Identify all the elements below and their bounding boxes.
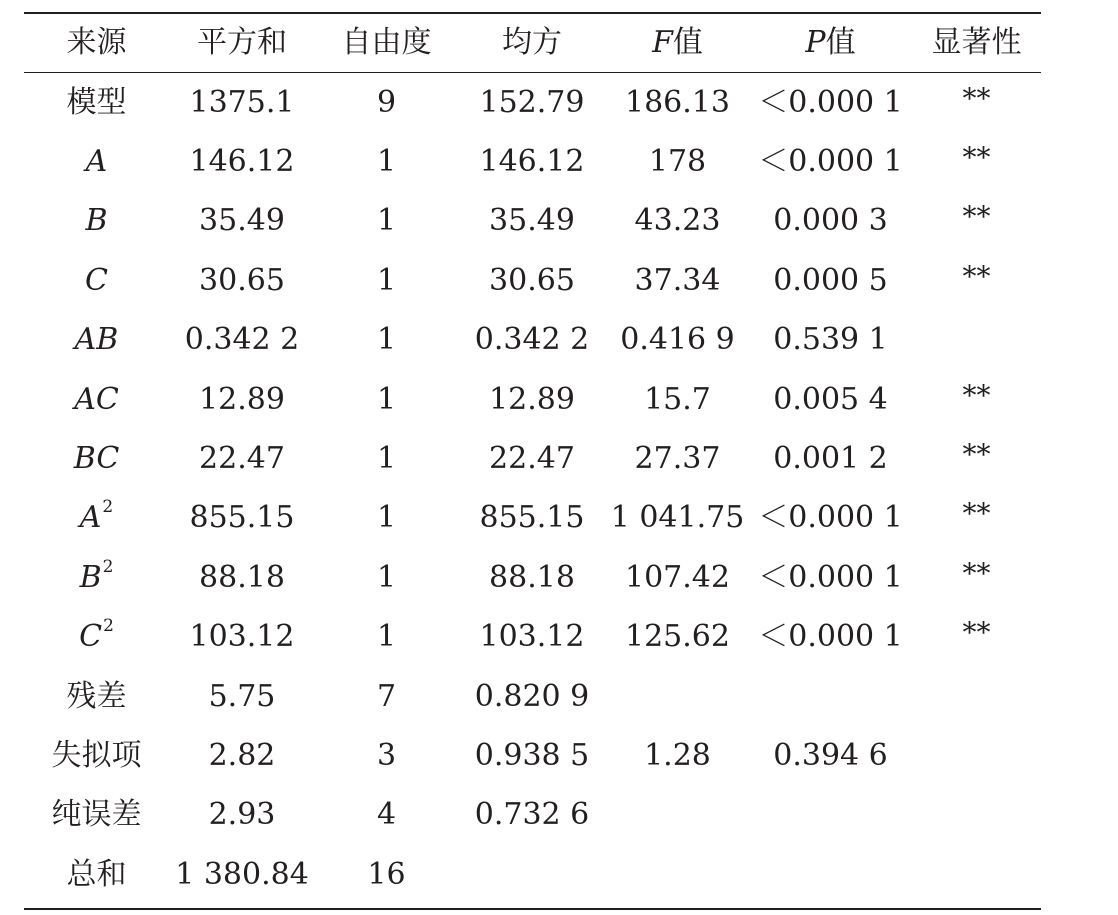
cell-source xyxy=(24,322,169,358)
cell-p-value xyxy=(749,559,912,595)
cell-source xyxy=(24,797,169,833)
table-row xyxy=(24,489,1041,548)
table-row xyxy=(24,429,1041,488)
cell-mean-square-text: 103.12 xyxy=(479,619,585,655)
table-row xyxy=(24,845,1041,904)
cell-sum-of-squares-text: 855.15 xyxy=(189,500,295,536)
cell-f-value xyxy=(606,144,749,180)
cell-significance xyxy=(912,556,1041,593)
cell-mean-square xyxy=(458,84,606,120)
cell-mean-square xyxy=(458,441,606,477)
cell-significance-text: ** xyxy=(962,438,991,472)
cell-significance-text: ** xyxy=(962,141,991,175)
cell-p-value-text: ＜0.000 1 xyxy=(758,144,903,180)
cell-source xyxy=(24,678,169,714)
cell-mean-square-text: 146.12 xyxy=(479,144,585,180)
table-header-row xyxy=(24,14,1041,72)
cell-mean-square xyxy=(458,619,606,655)
cell-p-value xyxy=(749,737,912,773)
cell-degrees-of-freedom-text: 1 xyxy=(376,559,397,595)
cell-significance xyxy=(912,259,1041,296)
cell-source xyxy=(24,556,169,595)
cell-significance-text: ** xyxy=(962,616,991,650)
cell-mean-square-text: 35.49 xyxy=(489,203,575,239)
cell-sum-of-squares xyxy=(169,737,315,773)
table-row xyxy=(24,370,1041,429)
cell-mean-square-text: 0.732 6 xyxy=(474,797,590,833)
cell-degrees-of-freedom xyxy=(315,381,458,417)
cell-source-label: C xyxy=(79,619,103,655)
cell-source xyxy=(24,856,169,892)
cell-f-value-text: 37.34 xyxy=(634,262,721,298)
cell-source-label: C xyxy=(85,262,108,298)
cell-f-value xyxy=(606,737,749,773)
cell-f-value-text: 0.416 9 xyxy=(620,322,735,358)
cell-sum-of-squares-text: 35.49 xyxy=(199,203,285,239)
cell-p-value-text: ＜0.000 1 xyxy=(758,619,903,655)
cell-sum-of-squares xyxy=(169,441,315,477)
table-row xyxy=(24,786,1041,845)
anova-table xyxy=(24,12,1041,910)
cell-sum-of-squares xyxy=(169,144,315,180)
cell-significance xyxy=(912,200,1041,236)
cell-sum-of-squares xyxy=(169,559,315,595)
cell-degrees-of-freedom-text: 3 xyxy=(376,737,397,773)
cell-mean-square xyxy=(458,381,606,417)
cell-degrees-of-freedom-text: 7 xyxy=(376,678,397,714)
cell-degrees-of-freedom xyxy=(315,856,458,892)
cell-source-label: A xyxy=(85,144,108,180)
table-row xyxy=(24,251,1041,310)
cell-degrees-of-freedom-text: 1 xyxy=(376,441,397,477)
cell-sum-of-squares-text: 2.82 xyxy=(208,737,276,773)
cell-source xyxy=(24,737,169,773)
table-row xyxy=(24,667,1041,726)
cell-source xyxy=(24,84,169,120)
cell-mean-square xyxy=(458,322,606,358)
cell-sum-of-squares xyxy=(169,678,315,714)
cell-mean-square xyxy=(458,797,606,833)
table-row xyxy=(24,73,1041,132)
cell-degrees-of-freedom xyxy=(315,678,458,714)
cell-degrees-of-freedom xyxy=(315,797,458,833)
cell-source xyxy=(24,616,169,655)
cell-p-value xyxy=(749,203,912,239)
cell-source-label: AB xyxy=(74,322,119,358)
cell-significance-text: ** xyxy=(962,497,991,531)
cell-mean-square-text: 22.47 xyxy=(489,441,575,477)
cell-source-label: A xyxy=(79,500,102,536)
cell-sum-of-squares-text: 12.89 xyxy=(199,381,285,417)
header-f-value xyxy=(606,25,749,60)
cell-source-exponent: 2 xyxy=(102,556,114,577)
cell-significance-text: ** xyxy=(962,259,991,293)
header-sum-of-squares: 平方和 xyxy=(197,25,287,60)
header-source: 来源 xyxy=(66,25,127,60)
cell-mean-square xyxy=(458,144,606,180)
cell-source-label: B xyxy=(79,559,102,595)
cell-sum-of-squares-text: 0.342 2 xyxy=(184,322,300,358)
cell-degrees-of-freedom-text: 1 xyxy=(376,262,397,298)
table-row xyxy=(24,548,1041,607)
header-f-symbol: F xyxy=(652,25,673,60)
cell-sum-of-squares-text: 22.47 xyxy=(199,441,285,477)
cell-sum-of-squares xyxy=(169,500,315,536)
cell-source xyxy=(24,497,169,536)
cell-f-value-text: 107.42 xyxy=(625,559,730,595)
cell-p-value xyxy=(749,441,912,477)
cell-sum-of-squares xyxy=(169,797,315,833)
cell-sum-of-squares-text: 146.12 xyxy=(189,144,295,180)
cell-sum-of-squares-text: 1375.1 xyxy=(189,84,295,120)
cell-f-value xyxy=(606,322,749,358)
cell-p-value xyxy=(749,322,912,358)
cell-significance xyxy=(912,497,1041,533)
table-body xyxy=(24,73,1041,904)
cell-source-label: B xyxy=(85,203,108,239)
cell-source-exponent: 2 xyxy=(103,616,114,637)
cell-significance-text: ** xyxy=(962,556,991,590)
cell-mean-square xyxy=(458,559,606,595)
cell-mean-square-text: 12.89 xyxy=(489,381,575,417)
cell-significance-text: ** xyxy=(962,200,991,234)
cell-significance xyxy=(912,81,1041,118)
cell-f-value xyxy=(606,203,749,239)
cell-p-value xyxy=(749,500,912,536)
bottom-rule xyxy=(24,908,1041,910)
cell-degrees-of-freedom xyxy=(315,262,458,298)
cell-degrees-of-freedom-text: 1 xyxy=(376,500,397,536)
cell-p-value xyxy=(749,144,912,180)
cell-degrees-of-freedom xyxy=(315,500,458,536)
cell-f-value xyxy=(606,559,749,595)
cell-p-value xyxy=(749,262,912,298)
cell-sum-of-squares-text: 30.65 xyxy=(199,262,285,298)
cell-p-value-text: 0.001 2 xyxy=(773,441,888,477)
cell-sum-of-squares-text: 1 380.84 xyxy=(175,856,309,892)
table-row xyxy=(24,311,1041,370)
header-f-suffix: 值 xyxy=(672,25,703,60)
cell-f-value-text: 1.28 xyxy=(644,737,711,773)
cell-degrees-of-freedom-text: 1 xyxy=(376,619,397,655)
cell-f-value-text: 43.23 xyxy=(634,203,721,239)
cell-mean-square xyxy=(458,737,606,773)
cell-mean-square-text: 0.820 9 xyxy=(474,678,590,714)
header-p-suffix: 值 xyxy=(825,25,856,60)
cell-sum-of-squares xyxy=(169,322,315,358)
cell-sum-of-squares-text: 2.93 xyxy=(208,797,276,833)
header-significance: 显著性 xyxy=(931,25,1022,60)
cell-significance xyxy=(912,616,1041,652)
table-row xyxy=(24,192,1041,251)
cell-source-label: 纯误差 xyxy=(51,797,142,833)
cell-source-label: AC xyxy=(74,381,119,417)
cell-f-value xyxy=(606,381,749,417)
cell-source xyxy=(24,144,169,180)
cell-significance xyxy=(912,141,1041,177)
cell-mean-square xyxy=(458,500,606,536)
cell-mean-square-text: 88.18 xyxy=(489,559,575,595)
cell-degrees-of-freedom-text: 4 xyxy=(376,797,397,833)
cell-p-value xyxy=(749,84,912,120)
cell-degrees-of-freedom xyxy=(315,441,458,477)
table-row xyxy=(24,608,1041,667)
cell-degrees-of-freedom xyxy=(315,619,458,655)
cell-source-label: 残差 xyxy=(66,678,127,714)
header-mean-square: 均方 xyxy=(502,25,562,60)
cell-source xyxy=(24,262,169,298)
cell-source xyxy=(24,381,169,417)
header-p-value xyxy=(749,25,912,60)
cell-p-value-text: 0.000 3 xyxy=(773,203,888,239)
cell-mean-square xyxy=(458,262,606,298)
cell-degrees-of-freedom xyxy=(315,203,458,239)
cell-mean-square-text: 0.938 5 xyxy=(474,737,590,773)
table-row xyxy=(24,132,1041,191)
cell-significance xyxy=(912,378,1041,415)
cell-degrees-of-freedom-text: 16 xyxy=(367,856,406,892)
header-degrees-of-freedom: 自由度 xyxy=(341,25,432,60)
cell-f-value xyxy=(606,441,749,477)
cell-degrees-of-freedom-text: 1 xyxy=(376,203,397,239)
cell-mean-square-text: 152.79 xyxy=(479,84,585,120)
cell-significance-text: ** xyxy=(962,81,991,115)
cell-significance xyxy=(912,438,1041,474)
cell-f-value xyxy=(606,262,749,298)
cell-degrees-of-freedom xyxy=(315,322,458,358)
cell-mean-square-text: 30.65 xyxy=(489,262,575,298)
cell-source-label: 失拟项 xyxy=(51,737,142,773)
cell-sum-of-squares xyxy=(169,619,315,655)
cell-source-exponent: 2 xyxy=(102,497,114,518)
cell-f-value-text: 27.37 xyxy=(634,441,721,477)
cell-p-value-text: 0.005 4 xyxy=(773,381,888,417)
cell-p-value xyxy=(749,381,912,417)
cell-source-label: 总和 xyxy=(66,856,127,892)
cell-sum-of-squares xyxy=(169,262,315,298)
cell-sum-of-squares xyxy=(169,856,315,892)
cell-p-value xyxy=(749,619,912,655)
cell-p-value-text: ＜0.000 1 xyxy=(758,84,903,120)
cell-f-value-text: 15.7 xyxy=(644,381,711,417)
cell-p-value-text: ＜0.000 1 xyxy=(758,500,903,536)
cell-source xyxy=(24,203,169,239)
cell-degrees-of-freedom-text: 9 xyxy=(376,84,397,120)
cell-f-value-text: 178 xyxy=(648,144,707,180)
cell-f-value-text: 1 041.75 xyxy=(610,500,745,536)
cell-degrees-of-freedom xyxy=(315,559,458,595)
cell-source-label: 模型 xyxy=(66,84,127,120)
cell-degrees-of-freedom-text: 1 xyxy=(376,381,397,417)
cell-mean-square-text: 0.342 2 xyxy=(474,322,590,358)
cell-significance-text: ** xyxy=(962,378,991,412)
cell-f-value xyxy=(606,84,749,120)
cell-sum-of-squares xyxy=(169,84,315,120)
cell-p-value-text: 0.539 1 xyxy=(773,322,888,358)
cell-source xyxy=(24,441,169,477)
cell-degrees-of-freedom-text: 1 xyxy=(376,144,397,180)
cell-degrees-of-freedom xyxy=(315,737,458,773)
header-p-symbol: P xyxy=(805,25,826,60)
cell-sum-of-squares-text: 88.18 xyxy=(199,559,285,595)
cell-source-label: BC xyxy=(73,441,120,477)
cell-sum-of-squares-text: 5.75 xyxy=(208,678,276,714)
cell-p-value-text: ＜0.000 1 xyxy=(758,559,903,595)
cell-mean-square xyxy=(458,678,606,714)
cell-sum-of-squares-text: 103.12 xyxy=(189,619,295,655)
cell-mean-square xyxy=(458,203,606,239)
cell-degrees-of-freedom xyxy=(315,144,458,180)
cell-sum-of-squares xyxy=(169,203,315,239)
cell-mean-square-text: 855.15 xyxy=(479,500,585,536)
cell-degrees-of-freedom xyxy=(315,84,458,120)
cell-p-value-text: 0.394 6 xyxy=(773,737,888,773)
cell-sum-of-squares xyxy=(169,381,315,417)
cell-f-value xyxy=(606,500,749,536)
cell-f-value xyxy=(606,619,749,655)
cell-p-value-text: 0.000 5 xyxy=(773,262,888,298)
table-row xyxy=(24,726,1041,785)
cell-f-value-text: 125.62 xyxy=(625,619,730,655)
cell-f-value-text: 186.13 xyxy=(625,84,730,120)
cell-degrees-of-freedom-text: 1 xyxy=(376,322,397,358)
